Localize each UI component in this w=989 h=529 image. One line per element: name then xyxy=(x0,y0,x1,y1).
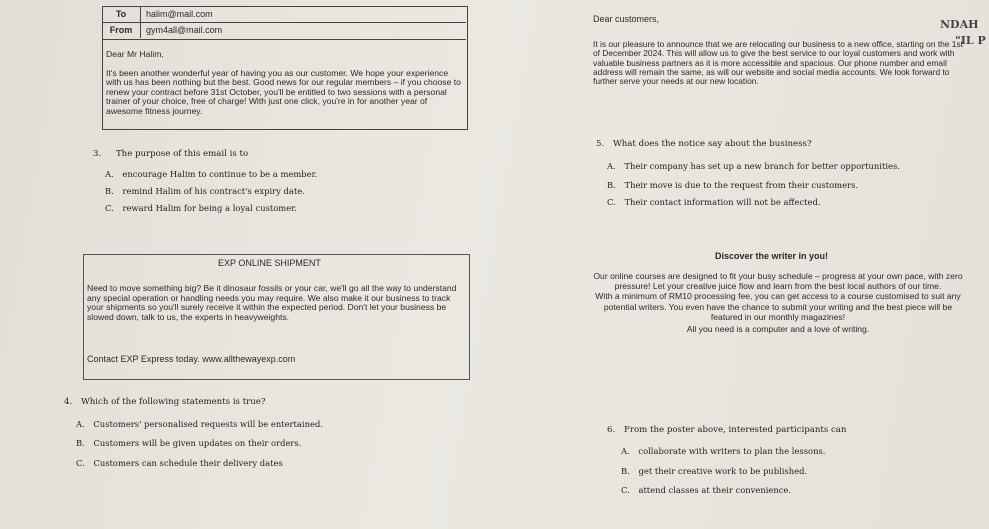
q4-option-c[interactable] xyxy=(76,458,283,468)
q4-option-a[interactable] xyxy=(76,419,323,429)
email-from-label: From xyxy=(102,22,141,38)
q3-option-a-text: encourage Halim to continue to be a member. xyxy=(122,169,318,179)
q3-option-c-text: reward Halim for being a loyal customer. xyxy=(122,203,297,213)
q6-option-a-text: collaborate with writers to plan the lessons. xyxy=(638,446,826,456)
poster-body xyxy=(593,271,963,334)
cutoff-text-2: "IL P xyxy=(955,34,986,47)
poster-line-1: Our online courses are designed to fit your busy schedule – progress at your own pace, with zero pressure! Let your creative juice flow and learn from the best local authors of our time. xyxy=(593,271,963,292)
question-6-number: 6. xyxy=(607,425,616,435)
email-greeting: Dear Mr Halim, xyxy=(106,49,164,59)
q3-option-a-letter: A. xyxy=(105,169,114,179)
question-5-text: What does the notice say about the business? xyxy=(612,139,812,149)
question-6-text: From the poster above, interested participants can xyxy=(623,425,847,435)
q3-option-c[interactable] xyxy=(105,203,297,213)
question-6 xyxy=(607,425,846,435)
q6-option-b-text: get their creative work to be published. xyxy=(638,466,808,476)
q6-option-c-letter: C. xyxy=(621,485,630,495)
email-to-row xyxy=(102,6,466,23)
shipment-title: EXP ONLINE SHIPMENT xyxy=(218,258,321,268)
question-3 xyxy=(93,149,248,159)
q5-option-c-letter: C. xyxy=(607,197,616,207)
question-4-text: Which of the following statements is true? xyxy=(80,397,266,407)
q4-option-c-letter: C. xyxy=(76,458,85,468)
email-to-value: halim@mail.com xyxy=(146,9,213,19)
email-header xyxy=(102,6,466,40)
email-from-value: gym4all@mail.com xyxy=(146,25,223,35)
q5-option-c[interactable] xyxy=(607,197,820,207)
question-5 xyxy=(596,139,812,149)
q3-option-b[interactable] xyxy=(105,186,305,196)
email-from-row xyxy=(102,22,466,38)
q3-option-c-letter: C. xyxy=(105,203,114,213)
question-5-number: 5. xyxy=(596,139,605,149)
shipment-body: Need to move something big? Be it dinosaur fossils or your car, we'll go all the way to understand any special operation or handling needs you may require. We also make it our business to track your shipments so you'll surely receive it within the expected period. Don't let your business be slowed down, talk to us, the experts in heavyweights. xyxy=(87,283,457,322)
q5-option-c-text: Their contact information will not be affected. xyxy=(624,197,821,207)
question-4 xyxy=(64,397,266,407)
q3-option-b-letter: B. xyxy=(105,186,114,196)
q4-option-b-letter: B. xyxy=(76,438,85,448)
q6-option-c-text: attend classes at their convenience. xyxy=(638,485,792,495)
poster-line-3: All you need is a computer and a love of writing. xyxy=(686,324,870,335)
q4-option-a-text: Customers' personalised requests will be entertained. xyxy=(93,419,323,429)
shipment-contact: Contact EXP Express today. www.allthewayexp.com xyxy=(87,354,296,364)
q5-option-a-letter: A. xyxy=(607,161,616,171)
email-body xyxy=(106,50,464,117)
q4-option-b[interactable] xyxy=(76,438,301,448)
q5-option-b[interactable] xyxy=(607,180,858,190)
q5-option-b-text: Their move is due to the request from their customers. xyxy=(624,180,859,190)
q5-option-b-letter: B. xyxy=(607,180,616,190)
q5-option-a[interactable] xyxy=(607,161,900,171)
cutoff-text-1: NDAH xyxy=(940,18,979,31)
q6-option-b-letter: B. xyxy=(621,466,630,476)
q6-option-c[interactable] xyxy=(621,485,791,495)
notice-title: Dear customers, xyxy=(593,14,660,24)
notice-body: It is our pleasure to announce that we are relocating our business to a new office, starting on the 1st of December 2024. This will allow us to give the best service to our loyal customers and work with valuable business partners as it is more accessible and spacious. Our phone number and email address will remain the same, as will our website and social media accounts. We look forward to further serve your needs at our new location. xyxy=(593,39,963,87)
q6-option-a[interactable] xyxy=(621,446,825,456)
question-4-number: 4. xyxy=(64,397,73,407)
q4-option-b-text: Customers will be given updates on their orders. xyxy=(93,438,302,448)
q4-option-a-letter: A. xyxy=(76,419,85,429)
q4-option-c-text: Customers can schedule their delivery dates xyxy=(93,458,283,468)
q3-option-a[interactable] xyxy=(105,169,317,179)
q5-option-a-text: Their company has set up a new branch for better opportunities. xyxy=(624,161,900,171)
question-3-number: 3. xyxy=(93,149,102,159)
poster-title: Discover the writer in you! xyxy=(715,251,829,261)
question-3-text: The purpose of this email is to xyxy=(115,149,249,159)
q3-option-b-text: remind Halim of his contract's expiry date. xyxy=(122,186,305,196)
q6-option-a-letter: A. xyxy=(621,446,630,456)
q6-option-b[interactable] xyxy=(621,466,807,476)
email-text: It's been another wonderful year of having you as our customer. We hope your experience with us has been nothing but the best. Good news for our regular members – if you choose to renew your contract before 31st October, you'll be entitled to two sessions with a personal trainer of your choice, free of charge! With just one click, you're in for another year of awesome fitness journey. xyxy=(106,67,461,116)
email-to-label: To xyxy=(102,6,141,22)
poster-line-2: With a minimum of RM10 processing fee, you can get access to a course customised to suit any potential writers. You even have the chance to submit your writing and the best piece will be featured in our monthly magazines! xyxy=(595,291,961,322)
